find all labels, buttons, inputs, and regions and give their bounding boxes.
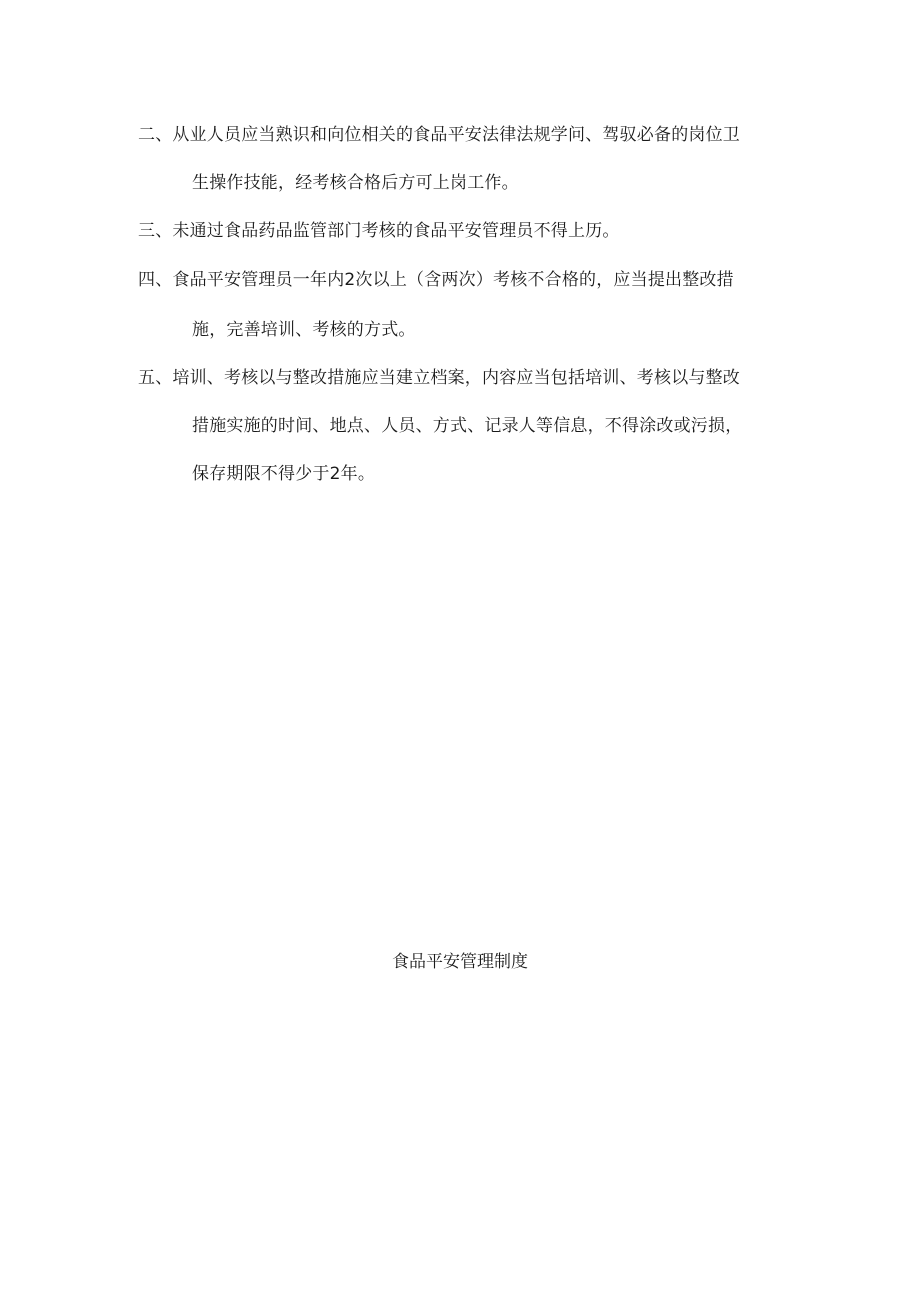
item-4-line-2: 施，完善培训、考核的方式。 — [192, 320, 416, 340]
item-5-line-2: 措施实施的时间、地点、人员、方式、记录人等信息，不得涂改或污损， — [192, 416, 743, 436]
item-4-line-1: 四、食品平安管理员一年内2次以上（含两次）考核不合格的，应当提出整改措 — [138, 270, 734, 290]
item-3-line-1: 三、未通过食品药品监管部门考核的食品平安管理员不得上历。 — [138, 221, 620, 241]
item-5-line-3: 保存期限不得少于2年。 — [192, 464, 376, 484]
item-2-line-1: 二、从业人员应当熟识和向位相关的食品平安法律法规学问、驾驭必备的岗位卫 — [138, 125, 740, 145]
document-title: 食品平安管理制度 — [392, 952, 528, 972]
item-5-line-1: 五、培训、考核以与整改措施应当建立档案，内容应当包括培训、考核以与整改 — [138, 368, 740, 388]
item-2-line-2: 生操作技能，经考核合格后方可上岗工作。 — [192, 173, 519, 193]
